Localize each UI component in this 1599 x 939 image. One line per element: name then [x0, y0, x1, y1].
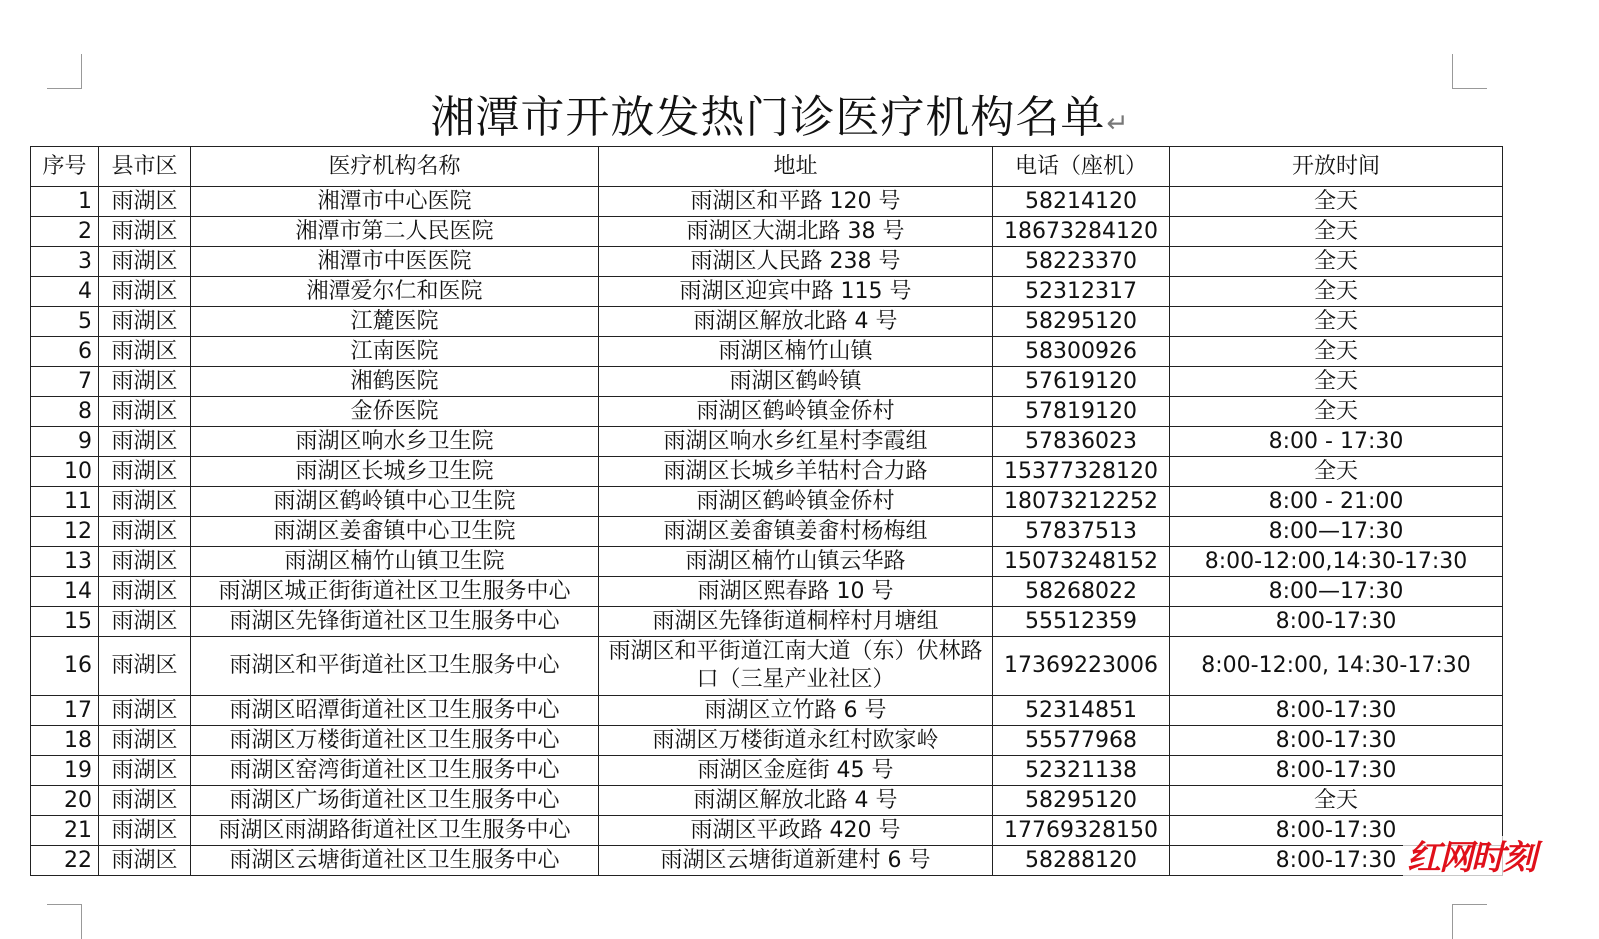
cell-no: 12 — [31, 517, 99, 547]
cell-district: 雨湖区 — [99, 397, 191, 427]
page-corner-mark — [47, 54, 82, 89]
document-title — [0, 88, 1560, 154]
column-header-name: 医疗机构名称 — [191, 147, 599, 187]
cell-address: 雨湖区金庭街 45 号 — [599, 756, 993, 786]
cell-name: 雨湖区先锋街道社区卫生服务中心 — [191, 607, 599, 637]
cell-hours: 8:00-17:30 — [1170, 816, 1503, 846]
cell-district: 雨湖区 — [99, 607, 191, 637]
table-header-row — [31, 147, 1503, 187]
page-corner-mark — [47, 904, 82, 939]
column-header-hours: 开放时间 — [1170, 147, 1503, 187]
table-row — [31, 726, 1503, 756]
cell-phone: 57836023 — [993, 427, 1170, 457]
cell-phone: 58288120 — [993, 846, 1170, 876]
cell-phone: 58300926 — [993, 337, 1170, 367]
cell-hours: 8:00-17:30 — [1170, 846, 1503, 876]
cell-district: 雨湖区 — [99, 457, 191, 487]
cell-address: 雨湖区迎宾中路 115 号 — [599, 277, 993, 307]
watermark-logo — [1403, 836, 1553, 896]
cell-address: 雨湖区楠竹山镇 — [599, 337, 993, 367]
cell-no: 17 — [31, 696, 99, 726]
document-title-text: 湘潭市开放发热门诊医疗机构名单 — [430, 92, 1106, 143]
cell-hours: 全天 — [1170, 337, 1503, 367]
cell-name: 湘潭市中医医院 — [191, 247, 599, 277]
cell-district: 雨湖区 — [99, 517, 191, 547]
cell-hours: 全天 — [1170, 217, 1503, 247]
cell-phone: 52312317 — [993, 277, 1170, 307]
cell-phone: 55577968 — [993, 726, 1170, 756]
cell-address: 雨湖区解放北路 4 号 — [599, 307, 993, 337]
cell-district: 雨湖区 — [99, 577, 191, 607]
cell-district: 雨湖区 — [99, 247, 191, 277]
cell-no: 8 — [31, 397, 99, 427]
watermark-text: 红网时刻 — [1403, 836, 1539, 880]
cell-name: 雨湖区城正街街道社区卫生服务中心 — [191, 577, 599, 607]
cell-phone: 17369223006 — [993, 637, 1170, 696]
cell-district: 雨湖区 — [99, 846, 191, 876]
cell-address: 雨湖区鹤岭镇 — [599, 367, 993, 397]
cell-name: 湘潭市第二人民医院 — [191, 217, 599, 247]
cell-district: 雨湖区 — [99, 726, 191, 756]
cell-no: 19 — [31, 756, 99, 786]
cell-no: 10 — [31, 457, 99, 487]
cell-district: 雨湖区 — [99, 547, 191, 577]
cell-hours: 8:00—17:30 — [1170, 517, 1503, 547]
cell-name: 雨湖区雨湖路街道社区卫生服务中心 — [191, 816, 599, 846]
cell-phone: 57837513 — [993, 517, 1170, 547]
table-row — [31, 217, 1503, 247]
cell-hours: 8:00-17:30 — [1170, 756, 1503, 786]
cell-phone: 58268022 — [993, 577, 1170, 607]
table-row — [31, 816, 1503, 846]
cell-name: 雨湖区响水乡卫生院 — [191, 427, 599, 457]
cell-hours: 8:00-12:00, 14:30-17:30 — [1170, 637, 1503, 696]
cell-district: 雨湖区 — [99, 786, 191, 816]
cell-name: 雨湖区鹤岭镇中心卫生院 — [191, 487, 599, 517]
cell-name: 雨湖区姜畬镇中心卫生院 — [191, 517, 599, 547]
cell-name: 雨湖区和平街道社区卫生服务中心 — [191, 637, 599, 696]
cell-district: 雨湖区 — [99, 756, 191, 786]
cell-no: 21 — [31, 816, 99, 846]
cell-address: 雨湖区姜畬镇姜畬村杨梅组 — [599, 517, 993, 547]
cell-name: 湘潭市中心医院 — [191, 187, 599, 217]
cell-no: 1 — [31, 187, 99, 217]
cell-address: 雨湖区和平街道江南大道（东）伏林路口（三星产业社区） — [599, 637, 993, 696]
column-header-phone: 电话（座机） — [993, 147, 1170, 187]
page-corner-mark — [1452, 54, 1487, 89]
cell-address: 雨湖区和平路 120 号 — [599, 187, 993, 217]
cell-no: 11 — [31, 487, 99, 517]
table-row — [31, 577, 1503, 607]
table-row — [31, 397, 1503, 427]
table-row — [31, 337, 1503, 367]
cell-district: 雨湖区 — [99, 487, 191, 517]
cell-name: 雨湖区万楼街道社区卫生服务中心 — [191, 726, 599, 756]
cell-hours: 8:00-17:30 — [1170, 696, 1503, 726]
cell-no: 5 — [31, 307, 99, 337]
cell-address: 雨湖区先锋街道桐梓村月塘组 — [599, 607, 993, 637]
cell-phone: 55512359 — [993, 607, 1170, 637]
cell-hours: 全天 — [1170, 307, 1503, 337]
cell-phone: 15377328120 — [993, 457, 1170, 487]
table-row — [31, 307, 1503, 337]
cell-district: 雨湖区 — [99, 217, 191, 247]
cell-name: 雨湖区窑湾街道社区卫生服务中心 — [191, 756, 599, 786]
cell-no: 13 — [31, 547, 99, 577]
cell-no: 2 — [31, 217, 99, 247]
table-row — [31, 786, 1503, 816]
cell-phone: 58214120 — [993, 187, 1170, 217]
cell-name: 江南医院 — [191, 337, 599, 367]
cell-no: 18 — [31, 726, 99, 756]
cell-district: 雨湖区 — [99, 367, 191, 397]
table-row — [31, 187, 1503, 217]
cell-address: 雨湖区长城乡羊牯村合力路 — [599, 457, 993, 487]
cell-hours: 8:00 - 21:00 — [1170, 487, 1503, 517]
cell-name: 雨湖区楠竹山镇卫生院 — [191, 547, 599, 577]
cell-phone: 15073248152 — [993, 547, 1170, 577]
cell-address: 雨湖区解放北路 4 号 — [599, 786, 993, 816]
cell-address: 雨湖区万楼街道永红村欧家岭 — [599, 726, 993, 756]
cell-phone: 58295120 — [993, 307, 1170, 337]
cell-no: 4 — [31, 277, 99, 307]
cell-hours: 全天 — [1170, 187, 1503, 217]
cell-address: 雨湖区鹤岭镇金侨村 — [599, 397, 993, 427]
page-corner-mark — [1452, 904, 1487, 939]
cell-name: 雨湖区云塘街道社区卫生服务中心 — [191, 846, 599, 876]
cell-hours: 全天 — [1170, 397, 1503, 427]
table-body — [31, 187, 1503, 876]
cell-hours: 8:00-12:00,14:30-17:30 — [1170, 547, 1503, 577]
cell-district: 雨湖区 — [99, 816, 191, 846]
cell-name: 湘鹤医院 — [191, 367, 599, 397]
cell-name: 湘潭爱尔仁和医院 — [191, 277, 599, 307]
cell-no: 16 — [31, 637, 99, 696]
cell-address: 雨湖区熙春路 10 号 — [599, 577, 993, 607]
table-row — [31, 427, 1503, 457]
cell-address: 雨湖区鹤岭镇金侨村 — [599, 487, 993, 517]
cell-name: 雨湖区广场街道社区卫生服务中心 — [191, 786, 599, 816]
table-row — [31, 517, 1503, 547]
cell-phone: 17769328150 — [993, 816, 1170, 846]
cell-phone: 57619120 — [993, 367, 1170, 397]
cell-phone: 58295120 — [993, 786, 1170, 816]
cell-hours: 全天 — [1170, 457, 1503, 487]
cell-hours: 8:00-17:30 — [1170, 726, 1503, 756]
table-row — [31, 487, 1503, 517]
cell-no: 9 — [31, 427, 99, 457]
cell-hours: 全天 — [1170, 786, 1503, 816]
cell-district: 雨湖区 — [99, 307, 191, 337]
cell-address: 雨湖区楠竹山镇云华路 — [599, 547, 993, 577]
table-row — [31, 696, 1503, 726]
table-row — [31, 637, 1503, 696]
cell-district: 雨湖区 — [99, 637, 191, 696]
cell-no: 22 — [31, 846, 99, 876]
table-row — [31, 277, 1503, 307]
cell-name: 雨湖区长城乡卫生院 — [191, 457, 599, 487]
table-row — [31, 846, 1503, 876]
clinic-roster-table — [30, 146, 1503, 876]
cell-district: 雨湖区 — [99, 696, 191, 726]
cell-address: 雨湖区人民路 238 号 — [599, 247, 993, 277]
cell-no: 15 — [31, 607, 99, 637]
cell-hours: 全天 — [1170, 247, 1503, 277]
cell-no: 7 — [31, 367, 99, 397]
cell-address: 雨湖区平政路 420 号 — [599, 816, 993, 846]
cell-no: 20 — [31, 786, 99, 816]
cell-phone: 18673284120 — [993, 217, 1170, 247]
column-header-district: 县市区 — [99, 147, 191, 187]
cell-phone: 52321138 — [993, 756, 1170, 786]
cell-no: 6 — [31, 337, 99, 367]
cell-phone: 52314851 — [993, 696, 1170, 726]
cell-district: 雨湖区 — [99, 277, 191, 307]
cell-name: 江麓医院 — [191, 307, 599, 337]
cell-phone: 18073212252 — [993, 487, 1170, 517]
table-row — [31, 607, 1503, 637]
cell-hours: 8:00 - 17:30 — [1170, 427, 1503, 457]
table-row — [31, 247, 1503, 277]
table-row — [31, 367, 1503, 397]
column-header-no: 序号 — [31, 147, 99, 187]
column-header-address: 地址 — [599, 147, 993, 187]
table-row — [31, 756, 1503, 786]
cell-address: 雨湖区大湖北路 38 号 — [599, 217, 993, 247]
cell-hours: 8:00-17:30 — [1170, 607, 1503, 637]
cell-address: 雨湖区立竹路 6 号 — [599, 696, 993, 726]
paragraph-mark-icon: ↵ — [1106, 108, 1130, 139]
cell-address: 雨湖区响水乡红星村李霞组 — [599, 427, 993, 457]
cell-district: 雨湖区 — [99, 427, 191, 457]
cell-hours: 全天 — [1170, 277, 1503, 307]
cell-name: 金侨医院 — [191, 397, 599, 427]
cell-no: 14 — [31, 577, 99, 607]
table-row — [31, 457, 1503, 487]
cell-hours: 8:00—17:30 — [1170, 577, 1503, 607]
cell-address: 雨湖区云塘街道新建村 6 号 — [599, 846, 993, 876]
cell-name: 雨湖区昭潭街道社区卫生服务中心 — [191, 696, 599, 726]
table-row — [31, 547, 1503, 577]
cell-hours: 全天 — [1170, 367, 1503, 397]
cell-district: 雨湖区 — [99, 337, 191, 367]
cell-phone: 58223370 — [993, 247, 1170, 277]
cell-district: 雨湖区 — [99, 187, 191, 217]
cell-phone: 57819120 — [993, 397, 1170, 427]
cell-no: 3 — [31, 247, 99, 277]
